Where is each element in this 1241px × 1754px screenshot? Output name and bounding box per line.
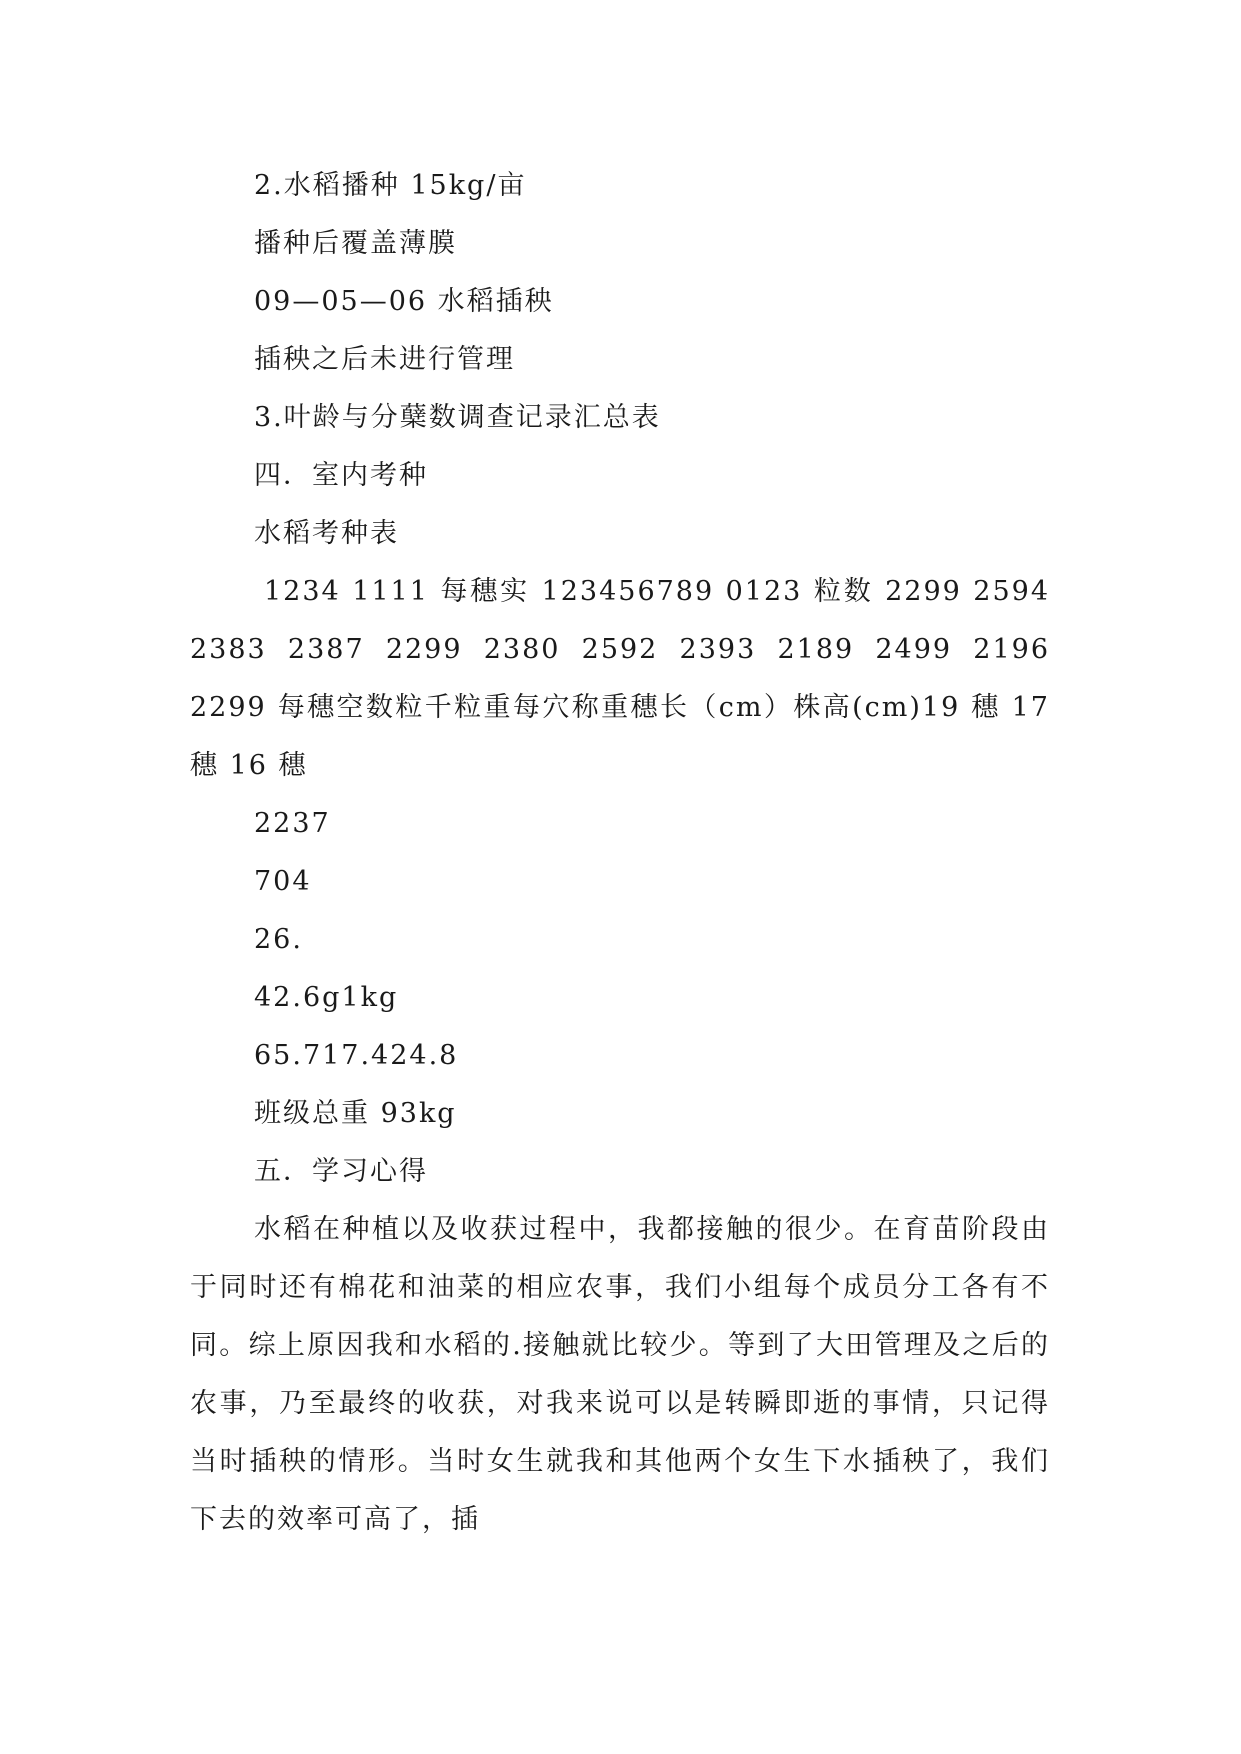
text-line: 26. <box>254 924 303 955</box>
text-line: 2237 <box>254 808 331 839</box>
section-heading: 四．室内考种 <box>254 460 428 491</box>
table-data-paragraph: 1234 1111 每穗实 123456789 0123 粒数 2299 2594 2383 2387 2299 2380 2592 2393 2189 2499 2196 2299 每穗空数粒千粒重每穴称重穗长（cm）株高(cm)19 穗 17 穗 16 穗 <box>190 576 1050 781</box>
text-line: 播种后覆盖薄膜 <box>254 228 457 259</box>
text-line: 插秧之后未进行管理 <box>254 344 515 375</box>
section-heading: 五．学习心得 <box>254 1156 428 1187</box>
text-line: 704 <box>254 866 312 897</box>
table-title: 水稻考种表 <box>254 518 399 549</box>
text-line: 班级总重 93kg <box>254 1098 457 1129</box>
section-heading: 3.叶龄与分蘖数调查记录汇总表 <box>254 402 661 433</box>
reflection-paragraph: 水稻在种植以及收获过程中，我都接触的很少。在育苗阶段由于同时还有棉花和油菜的相应农事，我们小组每个成员分工各有不同。综上原因我和水稻的.接触就比较少。等到了大田管理及之后的农事，乃至最终的收获，对我来说可以是转瞬即逝的事情，只记得当时插秧的情形。当时女生就我和其他两个女生下水插秧了，我们下去的效率可高了，插 <box>190 1214 1050 1535</box>
text-line: 2.水稻播种 15kg/亩 <box>254 170 527 201</box>
text-line: 09—05—06 水稻插秧 <box>254 286 554 317</box>
text-line: 42.6g1kg <box>254 982 399 1013</box>
document-body <box>190 157 1050 1549</box>
text-line: 65.717.424.8 <box>254 1040 459 1071</box>
